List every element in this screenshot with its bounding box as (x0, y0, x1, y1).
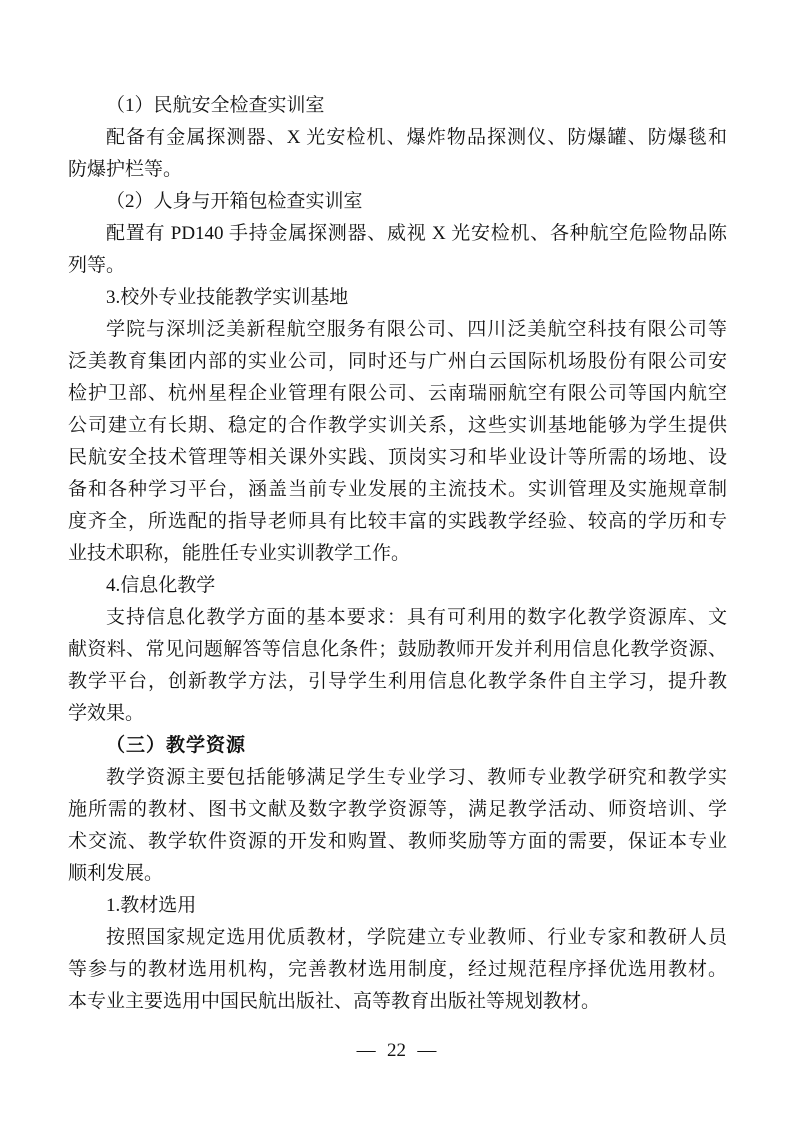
text-line: （2）人身与开箱包检查实训室 (106, 191, 363, 212)
text-line: 配置有 PD140 手持金属探测器、威视 X 光安检机、各种航空危险物品陈 (106, 223, 727, 244)
text-line: 配备有金属探测器、X 光安检机、爆炸物品探测仪、防爆罐、防爆毯和 (106, 127, 727, 148)
text-line: 教学资源主要包括能够满足学生专业学习、教师专业教学研究和教学实 (106, 767, 727, 788)
text-line: 防爆护栏等。 (68, 159, 183, 180)
page-footer (0, 1038, 793, 1064)
text-line: 本专业主要选用中国民航出版社、高等教育出版社等规划教材。 (68, 991, 601, 1012)
text-line: 度齐全，所选配的指导老师具有比较丰富的实践教学经验、较高的学历和专 (68, 511, 727, 532)
sub-heading (68, 186, 727, 218)
page-content (68, 90, 727, 1018)
paragraph (68, 602, 727, 730)
page-number: — 22 — (356, 1040, 437, 1061)
text-line: 学效果。 (68, 703, 145, 724)
text-line: 4.信息化教学 (106, 575, 216, 596)
text-line: 等参与的教材选用机构，完善教材选用制度，经过规范程序择优选用教材。 (68, 959, 727, 980)
text-line: 学院与深圳泛美新程航空服务有限公司、四川泛美航空科技有限公司等 (106, 319, 727, 340)
paragraph (68, 314, 727, 570)
text-line: 泛美教育集团内部的实业公司，同时还与广州白云国际机场股份有限公司安 (68, 351, 727, 372)
text-line: 备和各种学习平台，涵盖当前专业发展的主流技术。实训管理及实施规章制 (68, 479, 727, 500)
sub-heading (68, 570, 727, 602)
paragraph (68, 218, 727, 282)
text-line: 支持信息化教学方面的基本要求：具有可利用的数字化教学资源库、文 (106, 607, 727, 628)
paragraph (68, 922, 727, 1018)
text-line: 检护卫部、杭州星程企业管理有限公司、云南瑞丽航空有限公司等国内航空 (68, 383, 727, 404)
paragraph (68, 122, 727, 186)
text-line: 公司建立有长期、稳定的合作教学实训关系，这些实训基地能够为学生提供 (68, 415, 727, 436)
text-line: 业技术职称，能胜任专业实训教学工作。 (68, 543, 411, 564)
text-line: 3.校外专业技能教学实训基地 (106, 287, 349, 308)
sub-heading (68, 282, 727, 314)
text-line: 教学平台，创新教学方法，引导学生利用信息化教学条件自主学习，提升教 (68, 671, 727, 692)
sub-heading (68, 90, 727, 122)
sub-heading (68, 890, 727, 922)
text-line: 施所需的教材、图书文献及数字教学资源等，满足教学活动、师资培训、学 (68, 799, 727, 820)
text-line: （1）民航安全检查实训室 (106, 95, 325, 116)
text-line: 术交流、教学软件资源的开发和购置、教师奖励等方面的需要，保证本专业 (68, 831, 727, 852)
text-line: 按照国家规定选用优质教材，学院建立专业教师、行业专家和教研人员 (106, 927, 727, 948)
section-heading (68, 730, 727, 762)
text-line: 列等。 (68, 255, 126, 276)
text-line: （三）教学资源 (106, 735, 247, 756)
paragraph (68, 762, 727, 890)
text-line: 民航安全技术管理等相关课外实践、顶岗实习和毕业设计等所需的场地、设 (68, 447, 727, 468)
text-line: 顺利发展。 (68, 863, 164, 884)
text-line: 献资料、常见问题解答等信息化条件；鼓励教师开发并利用信息化教学资源、 (68, 639, 727, 660)
text-line: 1.教材选用 (106, 895, 197, 916)
